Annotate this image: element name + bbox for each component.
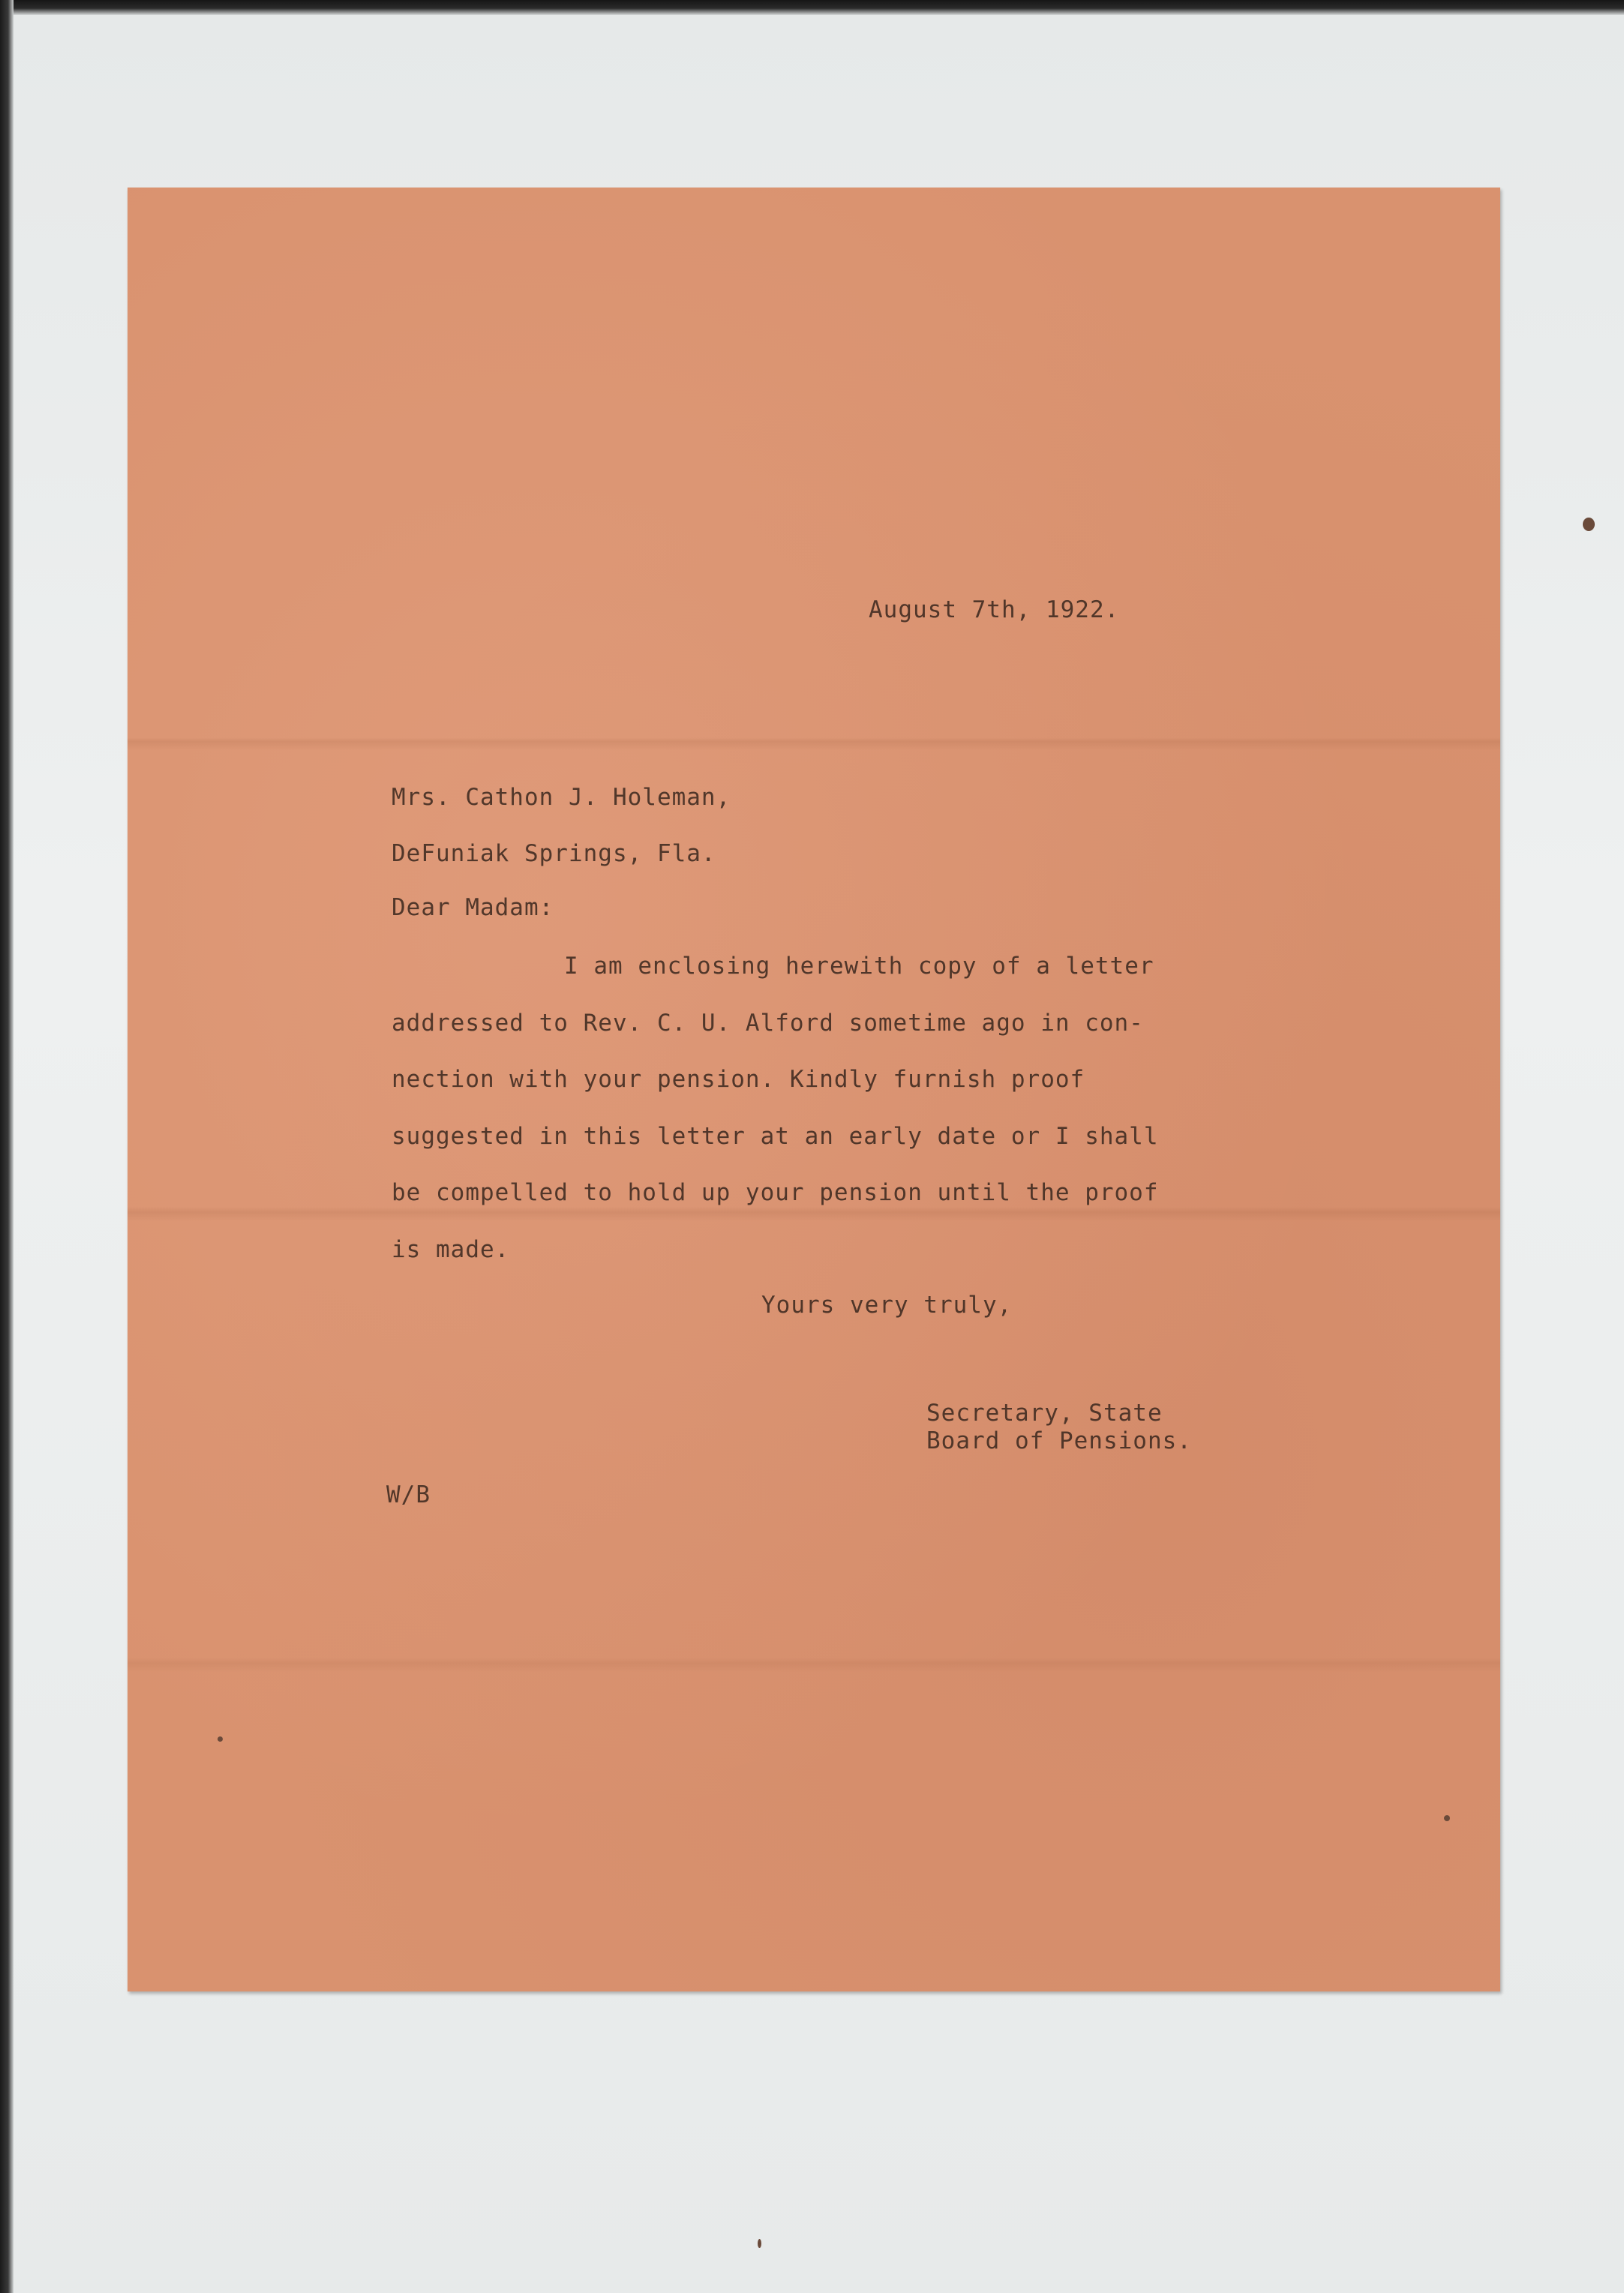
body-line: nection with your pension. Kindly furnish proof xyxy=(392,1066,1085,1093)
scanner-left-edge xyxy=(0,0,14,2293)
salutation: Dear Madam: xyxy=(392,894,554,921)
dust-speck xyxy=(218,1736,223,1742)
body-line: I am enclosing herewith copy of a letter xyxy=(564,953,1154,980)
scanner-top-edge xyxy=(0,0,1624,15)
recipient-name: Mrs. Cathon J. Holeman, xyxy=(392,784,731,811)
body-line: be compelled to hold up your pension until the proof xyxy=(392,1179,1159,1206)
signature-organization: Board of Pensions. xyxy=(926,1427,1192,1454)
letter-date: August 7th, 1922. xyxy=(869,596,1120,623)
signature-title: Secretary, State xyxy=(926,1400,1163,1427)
dust-speck xyxy=(1444,1815,1450,1821)
typist-initials: W/B xyxy=(386,1481,431,1508)
body-line: is made. xyxy=(392,1236,510,1263)
closing: Yours very truly, xyxy=(761,1292,1013,1319)
body-line: suggested in this letter at an early date or I shall xyxy=(392,1123,1159,1150)
dust-speck xyxy=(758,2239,761,2248)
recipient-address: DeFuniak Springs, Fla. xyxy=(392,840,716,867)
dust-speck xyxy=(1583,518,1595,531)
body-line: addressed to Rev. C. U. Alford sometime ago in con- xyxy=(392,1010,1144,1037)
